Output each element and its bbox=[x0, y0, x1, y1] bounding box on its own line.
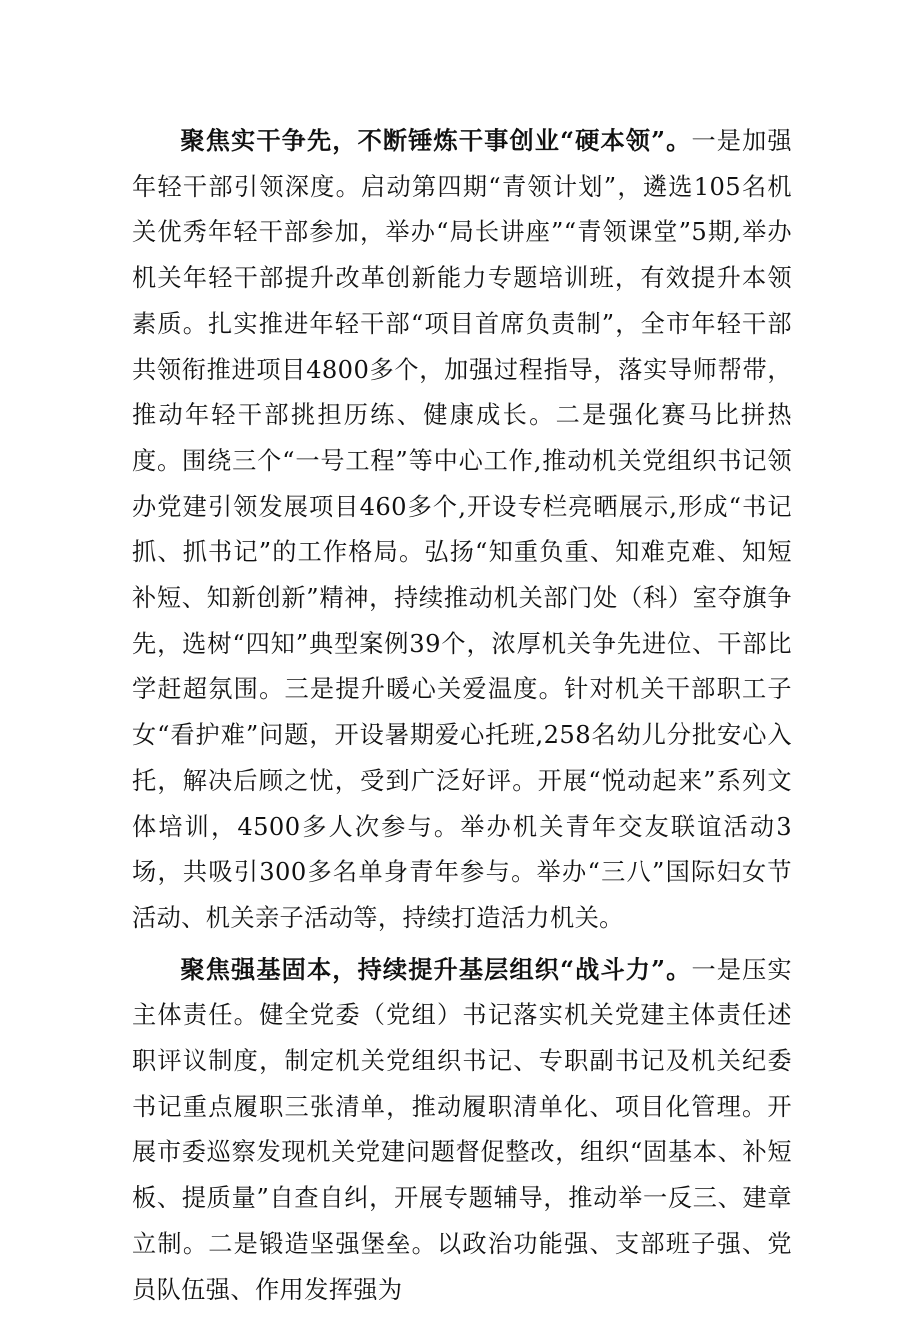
document-body bbox=[132, 118, 792, 1318]
paragraph-2-heading: 聚焦强基固本，持续提升基层组织“战斗力”。 bbox=[180, 954, 692, 984]
paragraph-2-text: 一是压实主体责任。健全党委（党组）书记落实机关党建主体责任述职评议制度，制定机关党组织书记、专职副书记及机关纪委书记重点履职三张清单，推动履职清单化、项目化管理。开展市委巡察发现机关党建问题督促整改，组织“固基本、补短板、提质量”自查自纠，开展专题辅导，推动举一反三、建章立制。二是锻造坚强堡垒。以政治功能强、支部班子强、党员队伍强、作用发挥强为 bbox=[132, 955, 792, 1304]
paragraph-1 bbox=[132, 118, 792, 942]
paragraph-2 bbox=[132, 947, 792, 1314]
paragraph-1-heading: 聚焦实干争先，不断锤炼干事创业“硬本领”。 bbox=[180, 126, 692, 155]
paragraph-1-text: 一是加强年轻干部引领深度。启动第四期“青领计划”，遴选105名机关优秀年轻干部参加，举办“局长讲座”“青领课堂”5期,举办机关年轻干部提升改革创新能力专题培训班，有效提升本领素质。扎实推进年轻干部“项目首席负责制”，全市年轻干部共领衔推进项目4800多个，加强过程指导，落实导师帮带，推动年轻干部挑担历练、健康成长。二是强化赛马比拼热度。围绕三个“一号工程”等中心工作,推动机关党组织书记领办党建引领发展项目460多个,开设专栏亮晒展示,形成“书记抓、抓书记”的工作格局。弘扬“知重负重、知难克难、知短补短、知新创新”精神，持续推动机关部门处（科）室夺旗争先，选树“四知”典型案例39个，浓厚机关争先进位、干部比学赶超氛围。三是提升暖心关爱温度。针对机关干部职工子女“看护难”问题，开设暑期爱心托班,258名幼儿分批安心入托，解决后顾之忧，受到广泛好评。开展“悦动起来”系列文体培训，4500多人次参与。举办机关青年交友联谊活动3场，共吸引300多名单身青年参与。举办“三八”国际妇女节活动、机关亲子活动等，持续打造活力机关。 bbox=[132, 127, 792, 932]
